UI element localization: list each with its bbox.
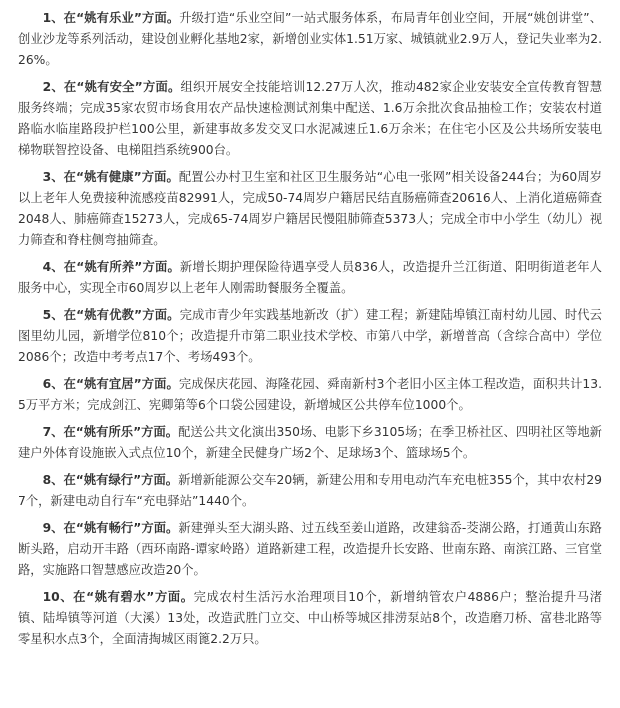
paragraph-2: [18, 77, 602, 161]
paragraph-9-heading: 9、在“姚有畅行”方面。: [42, 521, 179, 535]
paragraph-3-text: 配置公办村卫生室和社区卫生服务站“心电一张网”相关设备244台；为60周岁以上老年人免费接种流感疫苗82991人，完成50-74周岁户籍居民结直肠癌筛查20616人、上消化道癌筛查2048人、肺癌筛查15273人，完成65-74周岁户籍居民慢阻肺筛查5373人；完成全市中小学生（幼儿）视力筛查和脊柱侧弯抽筛查。: [18, 170, 602, 247]
paragraph-6-text: 完成保庆花园、海隆花园、舜南新村3个老旧小区主体工程改造，面积共计13.5万平方米；完成剑江、宪卿第等6个口袋公园建设，新增城区公共停车位1000个。: [18, 377, 602, 412]
paragraph-9-text: 新建弹头至大湖头路、过五线至姜山道路，改建翁岙-茭湖公路，打通黄山东路断头路，启动开丰路（西环南路-谭家岭路）道路新建工程，改造提升长安路、世南东路、南滨江路、三官堂路，实施路口智慧感应改造20个。: [18, 521, 602, 577]
paragraph-6-heading: 6、在“姚有宜居”方面。: [42, 377, 179, 391]
paragraph-2-heading: 2、在“姚有安全”方面。: [42, 80, 181, 94]
paragraph-10-text: 完成农村生活污水治理项目10个，新增纳管农户4886户；整治提升马渚镇、陆埠镇等河道（大溪）13处，改造武胜门立交、中山桥等城区排涝泵站8个，改造磨刀桥、富巷北路等零星积水点3个，全面清掏城区雨篦2.2万只。: [18, 590, 602, 646]
paragraph-1-text: 升级打造“乐业空间”一站式服务体系，布局青年创业空间，开展“姚创讲堂”、创业沙龙等系列活动，建设创业孵化基地2家，新增创业实体1.51万家、城镇就业2.9万人，登记失业率为2.26%。: [18, 11, 603, 67]
paragraph-4-text: 新增长期护理保险待遇享受人员836人，改造提升兰江街道、阳明街道老年人服务中心，实现全市60周岁以上老年人刚需助餐服务全覆盖。: [18, 260, 602, 295]
paragraph-3: [18, 167, 602, 251]
paragraph-2-text: 组织开展安全技能培训12.27万人次，推动482家企业安装安全宣传教育智慧服务终端；完成35家农贸市场食用农产品快速检测试剂集中配送、1.6万余批次食品抽检工作；安装农村道路临水临崖路段护栏100公里，新建事故多发交叉口水泥减速丘1.6万余米；在住宅小区及公共场所安装电梯物联智控设备、电梯阻挡系统900台。: [18, 80, 602, 157]
paragraph-1: [18, 8, 602, 71]
paragraph-10: [18, 587, 602, 650]
paragraph-8-text: 新增新能源公交车20辆，新建公用和专用电动汽车充电桩355个，其中农村297个，新建电动自行车“充电驿站”1440个。: [18, 473, 602, 508]
paragraph-8: [18, 470, 602, 512]
paragraph-3-heading: 3、在“姚有健康”方面。: [42, 170, 179, 184]
paragraph-7-text: 配送公共文化演出350场、电影下乡3105场；在季卫桥社区、四明社区等地新建户外体育设施嵌入式点位10个，新建全民健身广场2个、足球场3个、篮球场5个。: [18, 425, 602, 460]
paragraph-7: [18, 422, 602, 464]
paragraph-10-heading: 10、在“姚有碧水”方面。: [42, 590, 194, 604]
paragraph-7-heading: 7、在“姚有所乐”方面。: [42, 425, 179, 439]
paragraph-4: [18, 257, 602, 299]
paragraph-1-heading: 1、在“姚有乐业”方面。: [42, 11, 180, 25]
paragraph-5-heading: 5、在“姚有优教”方面。: [42, 308, 180, 322]
paragraph-6: [18, 374, 602, 416]
paragraph-4-heading: 4、在“姚有所养”方面。: [42, 260, 180, 274]
paragraph-9: [18, 518, 602, 581]
paragraph-8-heading: 8、在“姚有绿行”方面。: [42, 473, 179, 487]
paragraph-5: [18, 305, 602, 368]
paragraph-5-text: 完成市青少年实践基地新改（扩）建工程；新建陆埠镇江南村幼儿园、时代云图里幼儿园，新增学位810个；改造提升市第二职业技术学校、市第八中学，新增普高（含综合高中）学位2086个；改造中考考点17个、考场493个。: [18, 308, 602, 364]
